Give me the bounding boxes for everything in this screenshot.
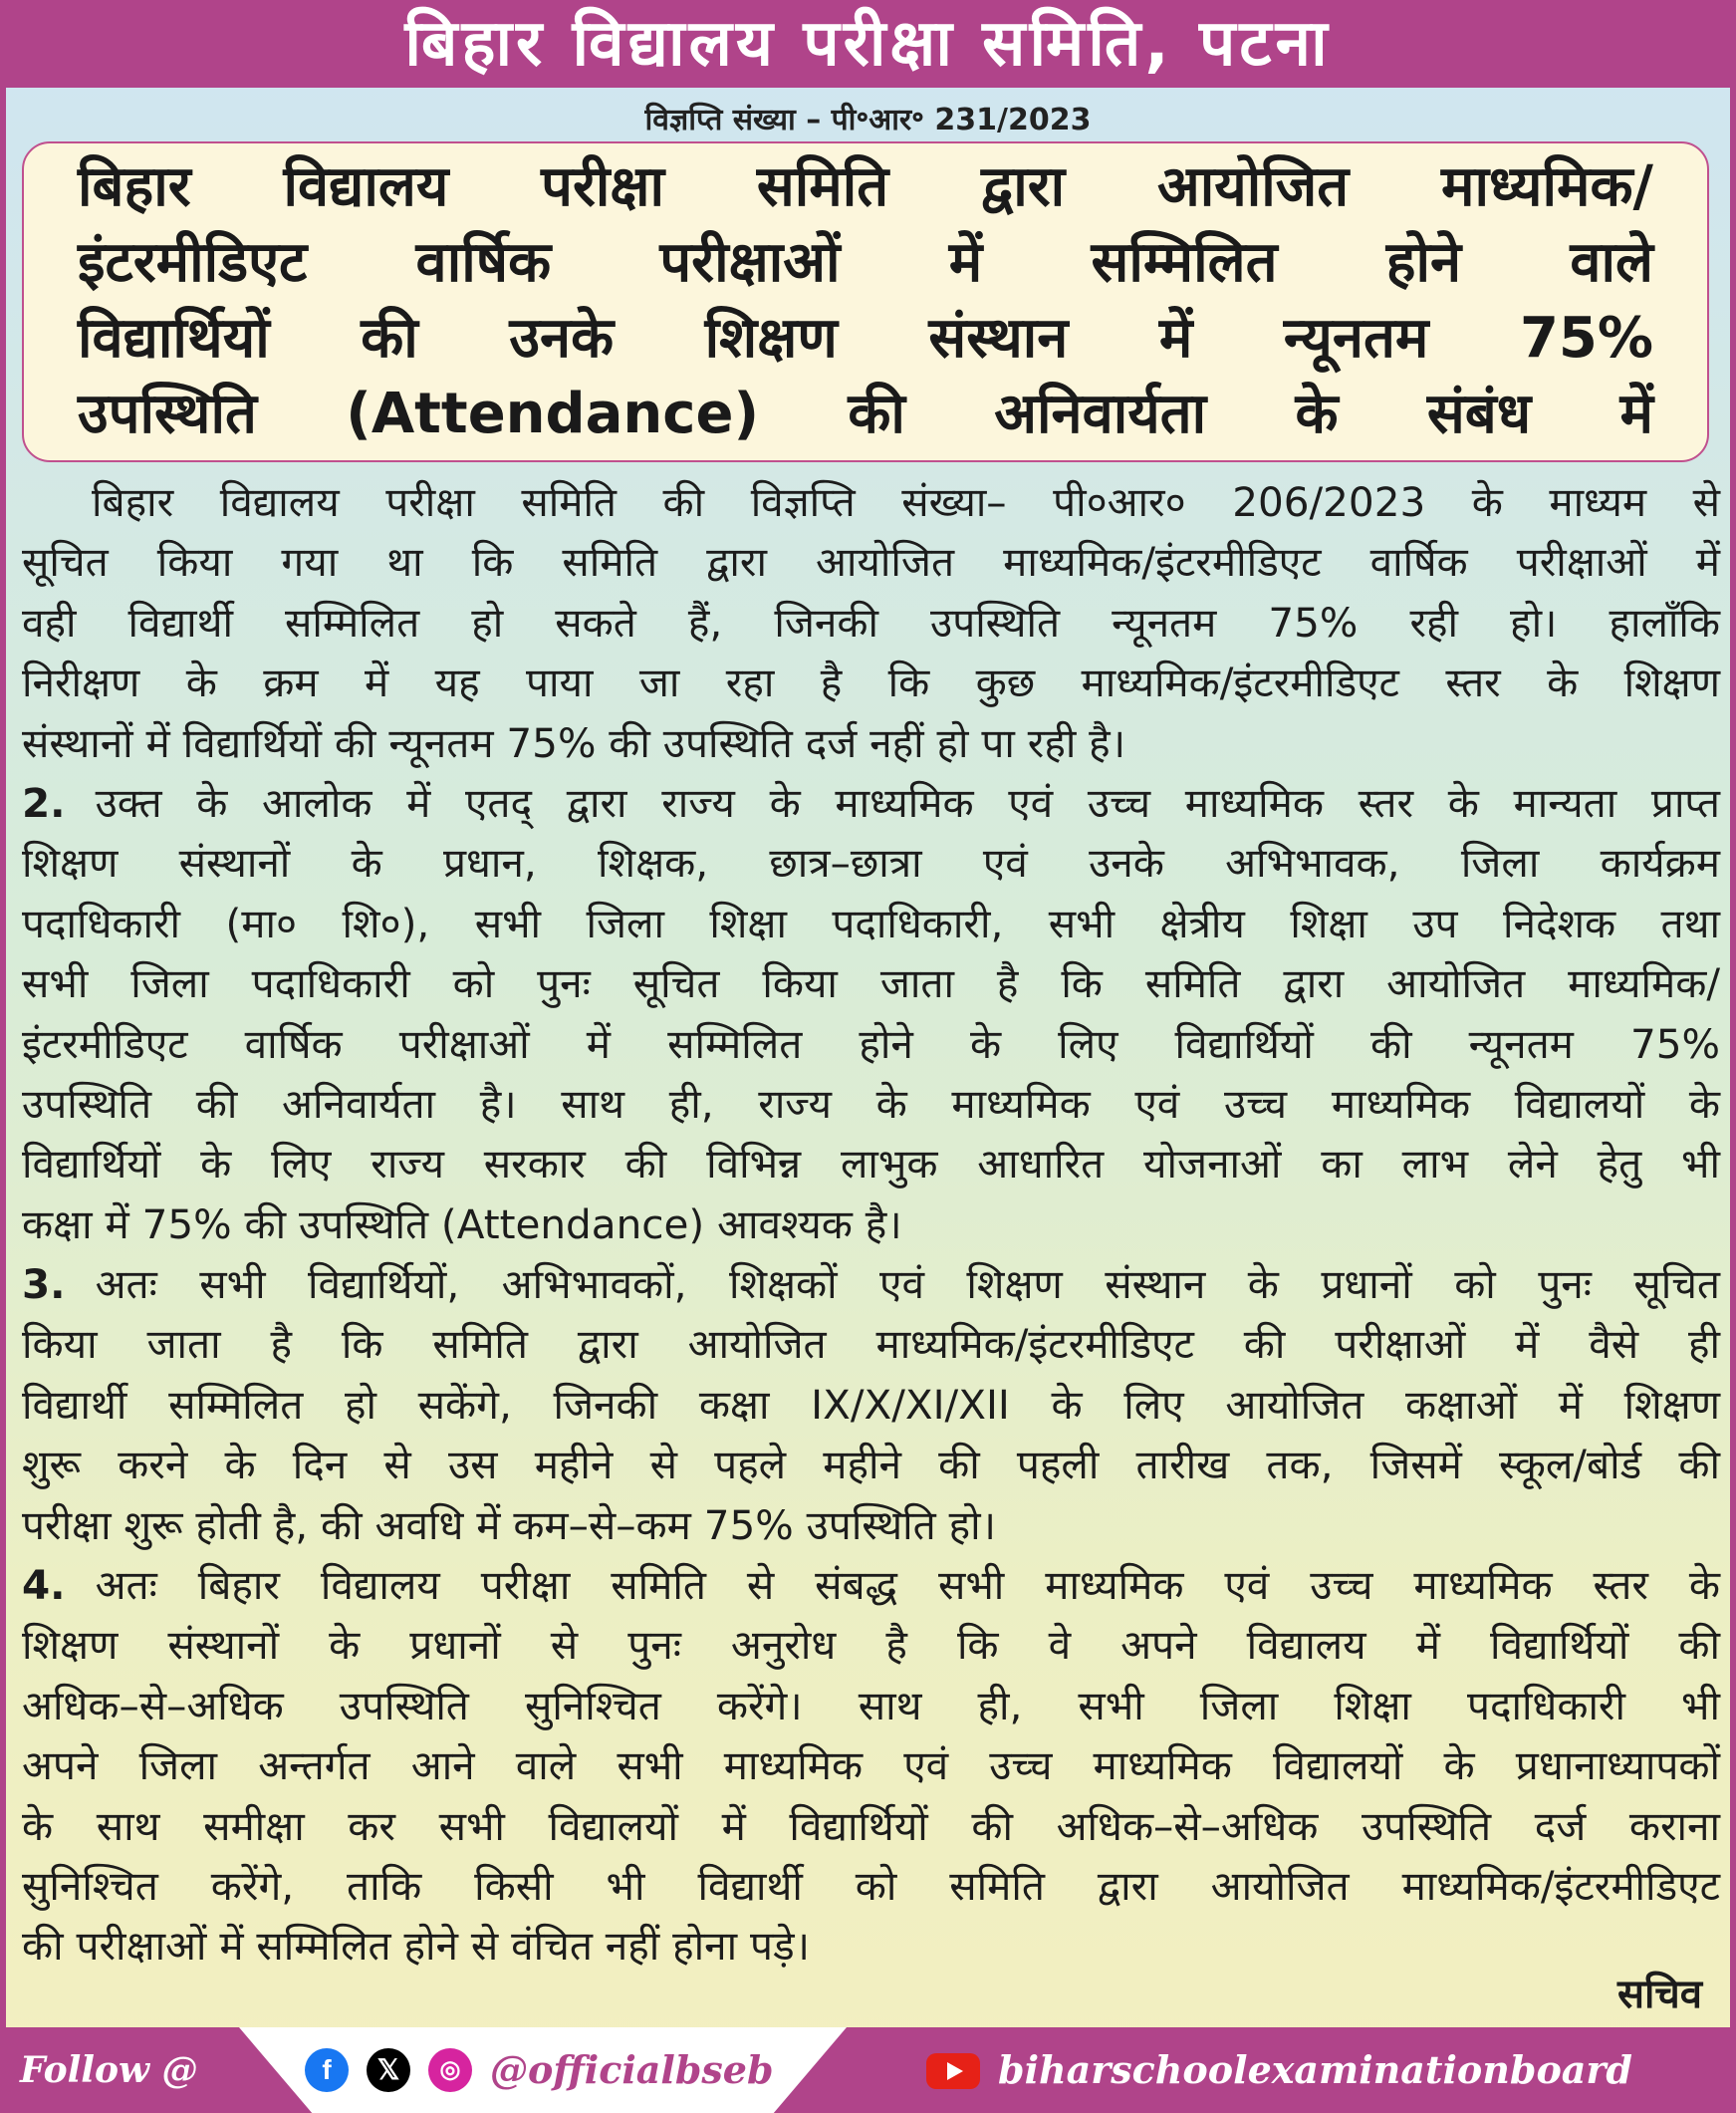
social-footer [6,2027,1730,2113]
paragraph-number: 4. [22,1561,66,1610]
body-line: बिहार विद्यालय परीक्षा समिति की विज्ञप्ति संख्या– पी०आर० 206/2023 के माध्यम से [92,478,1720,526]
headline-line: इंटरमीडिएट वार्षिक परीक्षाओं में सम्मिलित होने वाले [78,230,1653,295]
body-line: सुनिश्चित करेंगे, ताकि किसी भी विद्यार्थी को समिति द्वारा आयोजित माध्यमिक/इंटरमीडिएट [22,1861,1720,1910]
social-handle-link[interactable]: @officialbseb [490,2047,774,2092]
board-title: बिहार विद्यालय परीक्षा समिति, पटना [404,7,1332,81]
body-line [22,773,1720,833]
body-line: विद्यार्थियों के लिए राज्य सरकार की विभिन्न लाभुक आधारित योजनाओं का लाभ लेने हेतु भी [22,1140,1720,1189]
body-line: शिक्षण संस्थानों के प्रधान, शिक्षक, छात्र–छात्रा एवं उनके अभिभावक, जिला कार्यक्रम [22,839,1720,888]
body-line: इंटरमीडिएट वार्षिक परीक्षाओं में सम्मिलित होने के लिए विद्यार्थियों की न्यूनतम 75% [22,1019,1720,1068]
body-line: अपने जिला अन्तर्गत आने वाले सभी माध्यमिक एवं उच्च माध्यमिक विद्यालयों के प्रधानाध्यापकों [22,1741,1720,1790]
body-line: कक्षा में 75% की उपस्थिति (Attendance) आवश्यक है। [22,1199,902,1248]
headline-box [22,141,1709,462]
body-line: सभी जिला पदाधिकारी को पुनः सूचित किया जाता है कि समिति द्वारा आयोजित माध्यमिक/ [22,959,1720,1008]
follow-label: Follow @ [20,2049,198,2091]
body-line [22,1555,1720,1615]
youtube-channel-link[interactable]: biharschoolexaminationboard [998,2047,1633,2092]
youtube-icon[interactable] [926,2053,980,2089]
body-line: सूचित किया गया था कि समिति द्वारा आयोजित माध्यमिक/इंटरमीडिएट वार्षिक परीक्षाओं में [22,538,1720,587]
body-line: निरीक्षण के क्रम में यह पाया जा रहा है कि कुछ माध्यमिक/इंटरमीडिएट स्तर के शिक्षण [22,659,1720,707]
body-line-text: अतः सभी विद्यार्थियों, अभिभावकों, शिक्षकों एवं शिक्षण संस्थान के प्रधानों को पुनः सूचित [95,1260,1720,1309]
headline-line: बिहार विद्यालय परीक्षा समिति द्वारा आयोजित माध्यमिक/ [78,154,1653,219]
board-title-banner [6,0,1730,88]
headline-line: उपस्थिति (Attendance) की अनिवार्यता के संबंध में [78,382,1653,446]
notice-number: विज्ञप्ति संख्या – पी॰आर॰ 231/2023 [644,103,1092,137]
body-line [22,1254,1720,1314]
paragraph-number: 3. [22,1260,66,1309]
paragraph-number: 2. [22,778,66,827]
body-line: शुरू करने के दिन से उस महीने से पहले महीने की पहली तारीख तक, जिसमें स्कूल/बोर्ड की [22,1441,1720,1489]
notice-body [22,472,1720,1977]
headline-line: विद्यार्थियों की उनके शिक्षण संस्थान में न्यूनतम 75% [78,306,1653,371]
signature: सचिव [1616,1972,1702,2017]
body-line: के साथ समीक्षा कर सभी विद्यालयों में विद्यार्थियों की अधिक–से–अधिक उपस्थिति दर्ज कराना [22,1801,1720,1850]
body-line: वही विद्यार्थी सम्मिलित हो सकते हैं, जिनकी उपस्थिति न्यूनतम 75% रही हो। हालाँकि [22,598,1720,647]
body-line-text: अतः बिहार विद्यालय परीक्षा समिति से संबद्ध सभी माध्यमिक एवं उच्च माध्यमिक स्तर के [95,1561,1720,1610]
x-twitter-icon[interactable]: 𝕏 [367,2048,410,2092]
facebook-icon[interactable]: f [305,2048,349,2092]
body-line: अधिक–से–अधिक उपस्थिति सुनिश्चित करेंगे। साथ ही, सभी जिला शिक्षा पदाधिकारी भी [22,1681,1720,1729]
body-line: पदाधिकारी (मा० शि०), सभी जिला शिक्षा पदाधिकारी, सभी क्षेत्रीय शिक्षा उप निदेशक तथा [22,899,1720,947]
body-line: की परीक्षाओं में सम्मिलित होने से वंचित नहीं होना पड़े। [22,1922,810,1971]
body-line-text: उक्त के आलोक में एतद् द्वारा राज्य के माध्यमिक एवं उच्च माध्यमिक स्तर के मान्यता प्राप्त [95,778,1720,827]
body-line: शिक्षण संस्थानों के प्रधानों से पुनः अनुरोध है कि वे अपने विद्यालय में विद्यार्थियों की [22,1621,1720,1670]
instagram-icon[interactable]: ◎ [428,2048,472,2092]
body-line: किया जाता है कि समिति द्वारा आयोजित माध्यमिक/इंटरमीडिएट की परीक्षाओं में वैसे ही [22,1320,1720,1369]
body-line: उपस्थिति की अनिवार्यता है। साथ ही, राज्य के माध्यमिक एवं उच्च माध्यमिक विद्यालयों के [22,1079,1720,1128]
body-line: संस्थानों में विद्यार्थियों की न्यूनतम 75% की उपस्थिति दर्ज नहीं हो पा रही है। [22,718,1126,767]
body-line: विद्यार्थी सम्मिलित हो सकेंगे, जिनकी कक्षा IX/X/XI/XII के लिए आयोजित कक्षाओं में शिक्षण [22,1380,1720,1429]
body-line: परीक्षा शुरू होती है, की अवधि में कम–से–कम 75% उपस्थिति हो। [22,1500,996,1549]
